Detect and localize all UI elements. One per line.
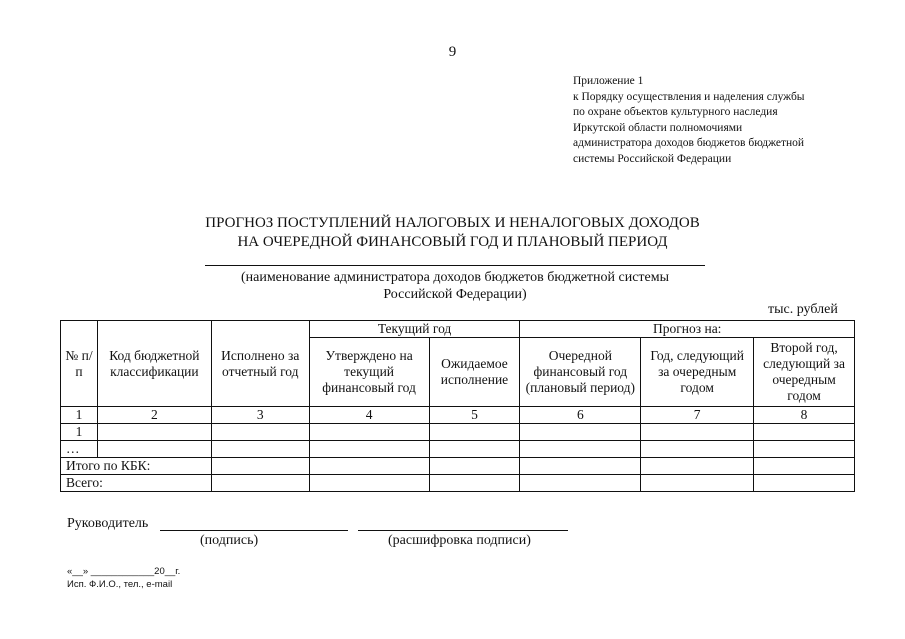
table-cell bbox=[309, 475, 429, 492]
header-next-year: Очередной финансовый год (плановый период) bbox=[520, 338, 641, 407]
table-cell bbox=[641, 441, 754, 458]
header-second-year: Второй год, следующий за очередным годом bbox=[754, 338, 855, 407]
column-number: 3 bbox=[211, 407, 309, 424]
table-cell bbox=[429, 441, 520, 458]
head-label: Руководитель bbox=[67, 516, 149, 531]
appendix-block bbox=[573, 74, 805, 167]
table-cell bbox=[520, 441, 641, 458]
table-cell bbox=[641, 424, 754, 441]
table-cell bbox=[211, 475, 309, 492]
signature-decode-line bbox=[358, 530, 568, 531]
table-cell bbox=[309, 441, 429, 458]
date-line: «__» ____________20__г. bbox=[67, 566, 181, 577]
title-line-2: НА ОЧЕРЕДНОЙ ФИНАНСОВЫЙ ГОД И ПЛАНОВЫЙ ПЕРИОД bbox=[237, 234, 668, 250]
table-cell bbox=[754, 458, 855, 475]
total-kbk-row bbox=[61, 458, 855, 475]
table-cell bbox=[309, 424, 429, 441]
table-cell bbox=[641, 475, 754, 492]
signature-line bbox=[160, 530, 348, 531]
group-current-year: Текущий год bbox=[309, 321, 520, 338]
header-executed: Исполнено за отчетный год bbox=[211, 321, 309, 407]
total-kbk-label: Итого по КБК: bbox=[61, 458, 212, 475]
appendix-line: системы Российской Федерации bbox=[573, 152, 732, 165]
signature-caption: (подпись) bbox=[200, 533, 259, 548]
units-label: тыс. рублей bbox=[768, 302, 838, 317]
table-cell bbox=[641, 458, 754, 475]
table-cell bbox=[754, 424, 855, 441]
document-title bbox=[0, 214, 905, 252]
header-expected: Ожидаемое исполнение bbox=[429, 338, 520, 407]
administrator-name-line bbox=[205, 265, 705, 266]
page-number: 9 bbox=[448, 44, 457, 60]
group-forecast: Прогноз на: bbox=[520, 321, 855, 338]
table-cell bbox=[309, 458, 429, 475]
table-row bbox=[61, 424, 855, 441]
administrator-caption bbox=[190, 269, 720, 303]
table-cell bbox=[97, 424, 211, 441]
table-cell bbox=[211, 441, 309, 458]
table-cell bbox=[754, 441, 855, 458]
title-line-1: ПРОГНОЗ ПОСТУПЛЕНИЙ НАЛОГОВЫХ И НЕНАЛОГОВЫХ ДОХОДОВ bbox=[205, 215, 700, 231]
table-row bbox=[61, 441, 855, 458]
grand-total-row bbox=[61, 475, 855, 492]
row-number: 1 bbox=[61, 424, 98, 441]
table-cell bbox=[754, 475, 855, 492]
column-number: 5 bbox=[429, 407, 520, 424]
table-cell bbox=[520, 424, 641, 441]
column-number: 4 bbox=[309, 407, 429, 424]
table-cell bbox=[97, 441, 211, 458]
decode-caption: (расшифровка подписи) bbox=[388, 533, 531, 548]
header-year-after: Год, следующий за очередным годом bbox=[641, 338, 754, 407]
header-kbk: Код бюджетной классификации bbox=[97, 321, 211, 407]
column-number: 8 bbox=[754, 407, 855, 424]
table-cell bbox=[211, 458, 309, 475]
header-approved: Утверждено на текущий финансовый год bbox=[309, 338, 429, 407]
table-cell bbox=[520, 458, 641, 475]
caption-line-2: Российской Федерации) bbox=[383, 287, 527, 302]
column-number: 7 bbox=[641, 407, 754, 424]
header-num: № п/п bbox=[61, 321, 98, 407]
row-ellipsis: … bbox=[61, 441, 98, 458]
table-cell bbox=[520, 475, 641, 492]
column-number-row bbox=[61, 407, 855, 424]
appendix-line: Иркутской области полномочиями bbox=[573, 121, 743, 134]
appendix-line: по охране объектов культурного наследия bbox=[573, 106, 778, 118]
appendix-line: к Порядку осуществления и наделения службы bbox=[573, 90, 805, 103]
forecast-table bbox=[60, 320, 855, 492]
table-cell bbox=[429, 424, 520, 441]
table-cell bbox=[211, 424, 309, 441]
appendix-line: администратора доходов бюджетов бюджетной bbox=[573, 137, 805, 149]
column-number: 2 bbox=[97, 407, 211, 424]
executor-line: Исп. Ф.И.О., тел., e-mail bbox=[67, 579, 173, 590]
column-number: 1 bbox=[61, 407, 98, 424]
table-cell bbox=[429, 475, 520, 492]
table-cell bbox=[429, 458, 520, 475]
appendix-line: Приложение 1 bbox=[573, 75, 644, 87]
caption-line-1: (наименование администратора доходов бюджетов бюджетной системы bbox=[240, 270, 670, 285]
grand-total-label: Всего: bbox=[61, 475, 212, 492]
column-number: 6 bbox=[520, 407, 641, 424]
